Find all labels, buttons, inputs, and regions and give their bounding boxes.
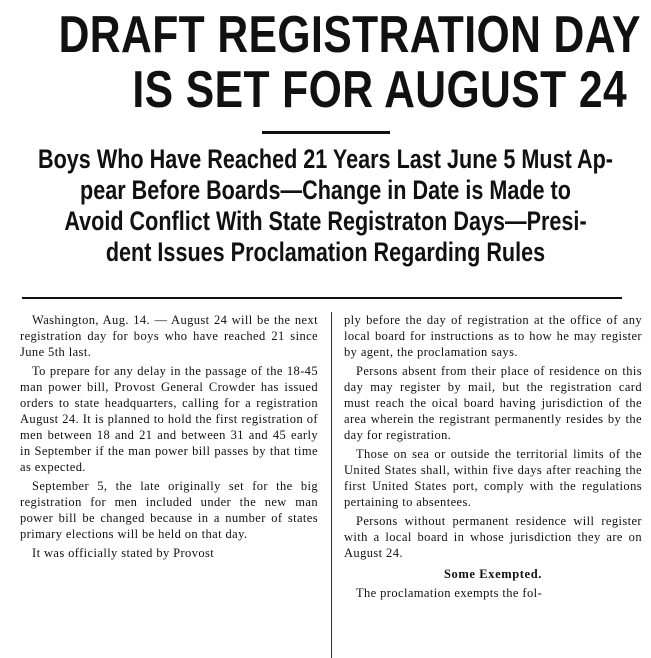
- article-body: [20, 312, 640, 658]
- paragraph: To prepare for any delay in the passage of the 18-45 man power bill, Provost General Crowder has issued orders to state headquarters, calling for a registration August 24. It is planned to hold the first registration of men between 18 and 21 and between 31 and 45 early in September if the man power bill passes by that time as expected.: [20, 364, 318, 474]
- paragraph: ply before the day of registration at the office of any local board for instructions as to how he may register by agent, the proclamation says.: [344, 313, 642, 359]
- subhead: Some Exempted.: [444, 567, 542, 581]
- headline-line-2: IS SET FOR AUGUST 24: [132, 61, 628, 119]
- column-divider: [331, 312, 332, 658]
- right-column: [344, 312, 642, 658]
- paragraph: Those on sea or outside the territorial limits of the United States shall, within five days after reaching the first United States port, comply with the regulations pertaining to absentees.: [344, 447, 642, 509]
- section-rule: [22, 297, 622, 299]
- headline-rule: [262, 131, 390, 134]
- left-column: [20, 312, 318, 658]
- deck-line-2: pear Before Boards—Change in Date is Made to: [80, 175, 571, 205]
- deck-line-4: dent Issues Proclamation Regarding Rules: [105, 237, 546, 267]
- paragraph: Persons absent from their place of residence on this day may register by mail, but the registration card must reach the oical board having jurisdiction of the area wherein the registrant permanently resides by the day for registration.: [344, 364, 642, 442]
- headline: [58, 6, 641, 119]
- paragraph: The proclamation exempts the fol-: [356, 586, 543, 600]
- deck-line-3: Avoid Conflict With State Registraton Days—Presi-: [64, 206, 587, 236]
- paragraph: It was officially stated by Provost: [32, 546, 215, 560]
- deck-line-1: Boys Who Have Reached 21 Years Last June 5 Must Ap-: [38, 144, 614, 174]
- paragraph: September 5, the late originally set for the big registration for men included under the new man power bill be changed because in a number of states primary elections will be held on that day.: [20, 479, 318, 541]
- headline-line-1: DRAFT REGISTRATION DAY: [58, 6, 641, 64]
- paragraph: Persons without permanent residence will register with a local board in whose jurisdiction they are on August 24.: [344, 514, 642, 560]
- paragraph: Washington, Aug. 14. — August 24 will be the next registration day for boys who have reached 21 since June 5th last.: [20, 313, 318, 359]
- deck: [1, 144, 650, 268]
